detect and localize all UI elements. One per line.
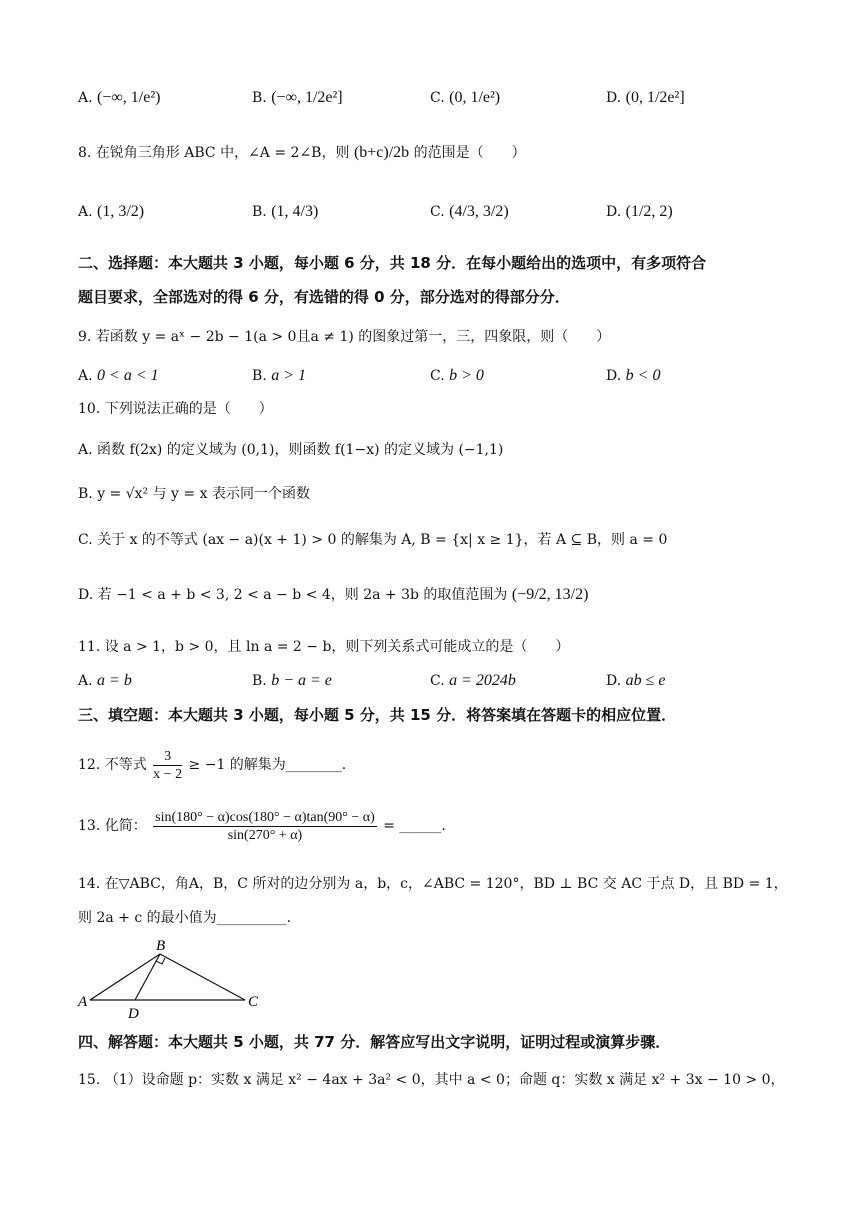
vertex-a-label: A (78, 994, 88, 1010)
q15-stem: 15. （1）设命题 p：实数 x 满足 x² − 4ax + 3a² < 0，其中 a < 0；命题 q：实数 x 满足 x² + 3x − 10 > 0， (78, 1072, 785, 1088)
q12-fraction: $\frac{3}{x - 2}$ (153, 748, 183, 782)
section4-heading: 四、解答题：本大题共 5 小题，共 77 分．解答应写出文字说明，证明过程或演算步骤． (78, 1033, 671, 1051)
point-d-label: D (128, 1006, 139, 1022)
q9-stem: 9. 若函数 y = aˣ − 2b − 1(a > 0且a ≠ 1) 的图象过第一，三，四象限，则（ ） (78, 329, 611, 345)
q12-stem: 12. 不等式 $\frac{3}{x - 2}$ ≥ −1 的解集为________. (78, 748, 347, 782)
q14-stem-line2: 则 2a + c 的最小值为__________. (78, 910, 292, 926)
q9-option-a: A. 0 < a < 1 (78, 367, 159, 384)
q13-stem: 13. 化简： $\frac{\sin(180^\circ - \alpha)\cos(180^\circ - \alpha)\tan(90^\circ - \alpha)}{\sin(270^\circ + \alpha)}$ = ______. (78, 809, 446, 843)
q11-stem: 11. 设 a > 1，b > 0，且 ln a = 2 − b，则下列关系式可能成立的是（ ） (78, 639, 570, 655)
vertex-b-label: B (156, 938, 166, 954)
q10-option-c: C. 关于 x 的不等式 (ax − a)(x + 1) > 0 的解集为 A, B = {x| x ≥ 1}，若 A ⊆ B，则 a = 0 (78, 532, 668, 548)
q8-stem: 8. 在锐角三角形 ABC 中，∠A = 2∠B，则 (b+c)/2b 的范围是（ ） (78, 144, 526, 161)
q11-option-b: B. b − a = e (252, 672, 332, 689)
q14-stem-line1: 14. 在▽ABC，角A，B，C 所对的边分别为 a，b，c，∠ABC = 120°，BD ⊥ BC 交 AC 于点 D，且 BD = 1， (78, 876, 788, 892)
q8-option-d: D. (1/2, 2) (606, 203, 673, 220)
q10-option-d: D. 若 −1 < a + b < 3, 2 < a − b < 4，则 2a + 3b 的取值范围为 (−9/2, 13/2) (78, 586, 589, 603)
section2-heading-line1: 二、选择题：本大题共 3 小题，每小题 6 分，共 18 分．在每小题给出的选项中，有多项符合 (78, 254, 707, 272)
triangle-figure (70, 932, 270, 1022)
q10-stem: 10. 下列说法正确的是（ ） (78, 401, 273, 417)
section3-heading: 三、填空题：本大题共 3 小题，每小题 5 分，共 15 分．将答案填在答题卡的相应位置． (78, 706, 677, 724)
q9-option-b: B. a > 1 (252, 367, 306, 384)
q8-option-b: B. (1, 4/3) (252, 203, 319, 220)
q8-option-a: A. (1, 3/2) (78, 203, 145, 220)
q11-option-a: A. a = b (78, 672, 132, 689)
q13-fraction: $\frac{\sin(180^\circ - \alpha)\cos(180^\circ - \alpha)\tan(90^\circ - \alpha)}{\sin(270^\circ + \alpha)}$ (155, 809, 375, 843)
q7-option-d: D. (0, 1/2e²] (606, 89, 685, 106)
section2-heading-line2: 题目要求，全部选对的得 6 分，有选错的得 0 分，部分选对的得部分分． (78, 288, 570, 306)
q11-option-c: C. a = 2024b (430, 672, 516, 689)
q8-option-c: C. (4/3, 3/2) (430, 203, 509, 220)
q10-option-b: B. y = √x² 与 y = x 表示同一个函数 (78, 486, 310, 502)
q11-option-d: D. ab ≤ e (606, 672, 666, 689)
q10-option-d-range: (−9/2, 13/2) (511, 586, 589, 603)
q7-option-a: A. (−∞, 1/e²) (78, 89, 161, 106)
q9-option-c: C. b > 0 (430, 367, 484, 384)
vertex-c-label: C (248, 994, 259, 1010)
q10-option-a: A. 函数 f(2x) 的定义域为 (0,1)，则函数 f(1−x) 的定义域为 (−1,1) (78, 442, 504, 458)
q7-option-b: B. (−∞, 1/2e²] (252, 89, 343, 106)
q9-option-d: D. b < 0 (606, 367, 661, 384)
q7-option-c: C. (0, 1/e²) (430, 89, 501, 106)
